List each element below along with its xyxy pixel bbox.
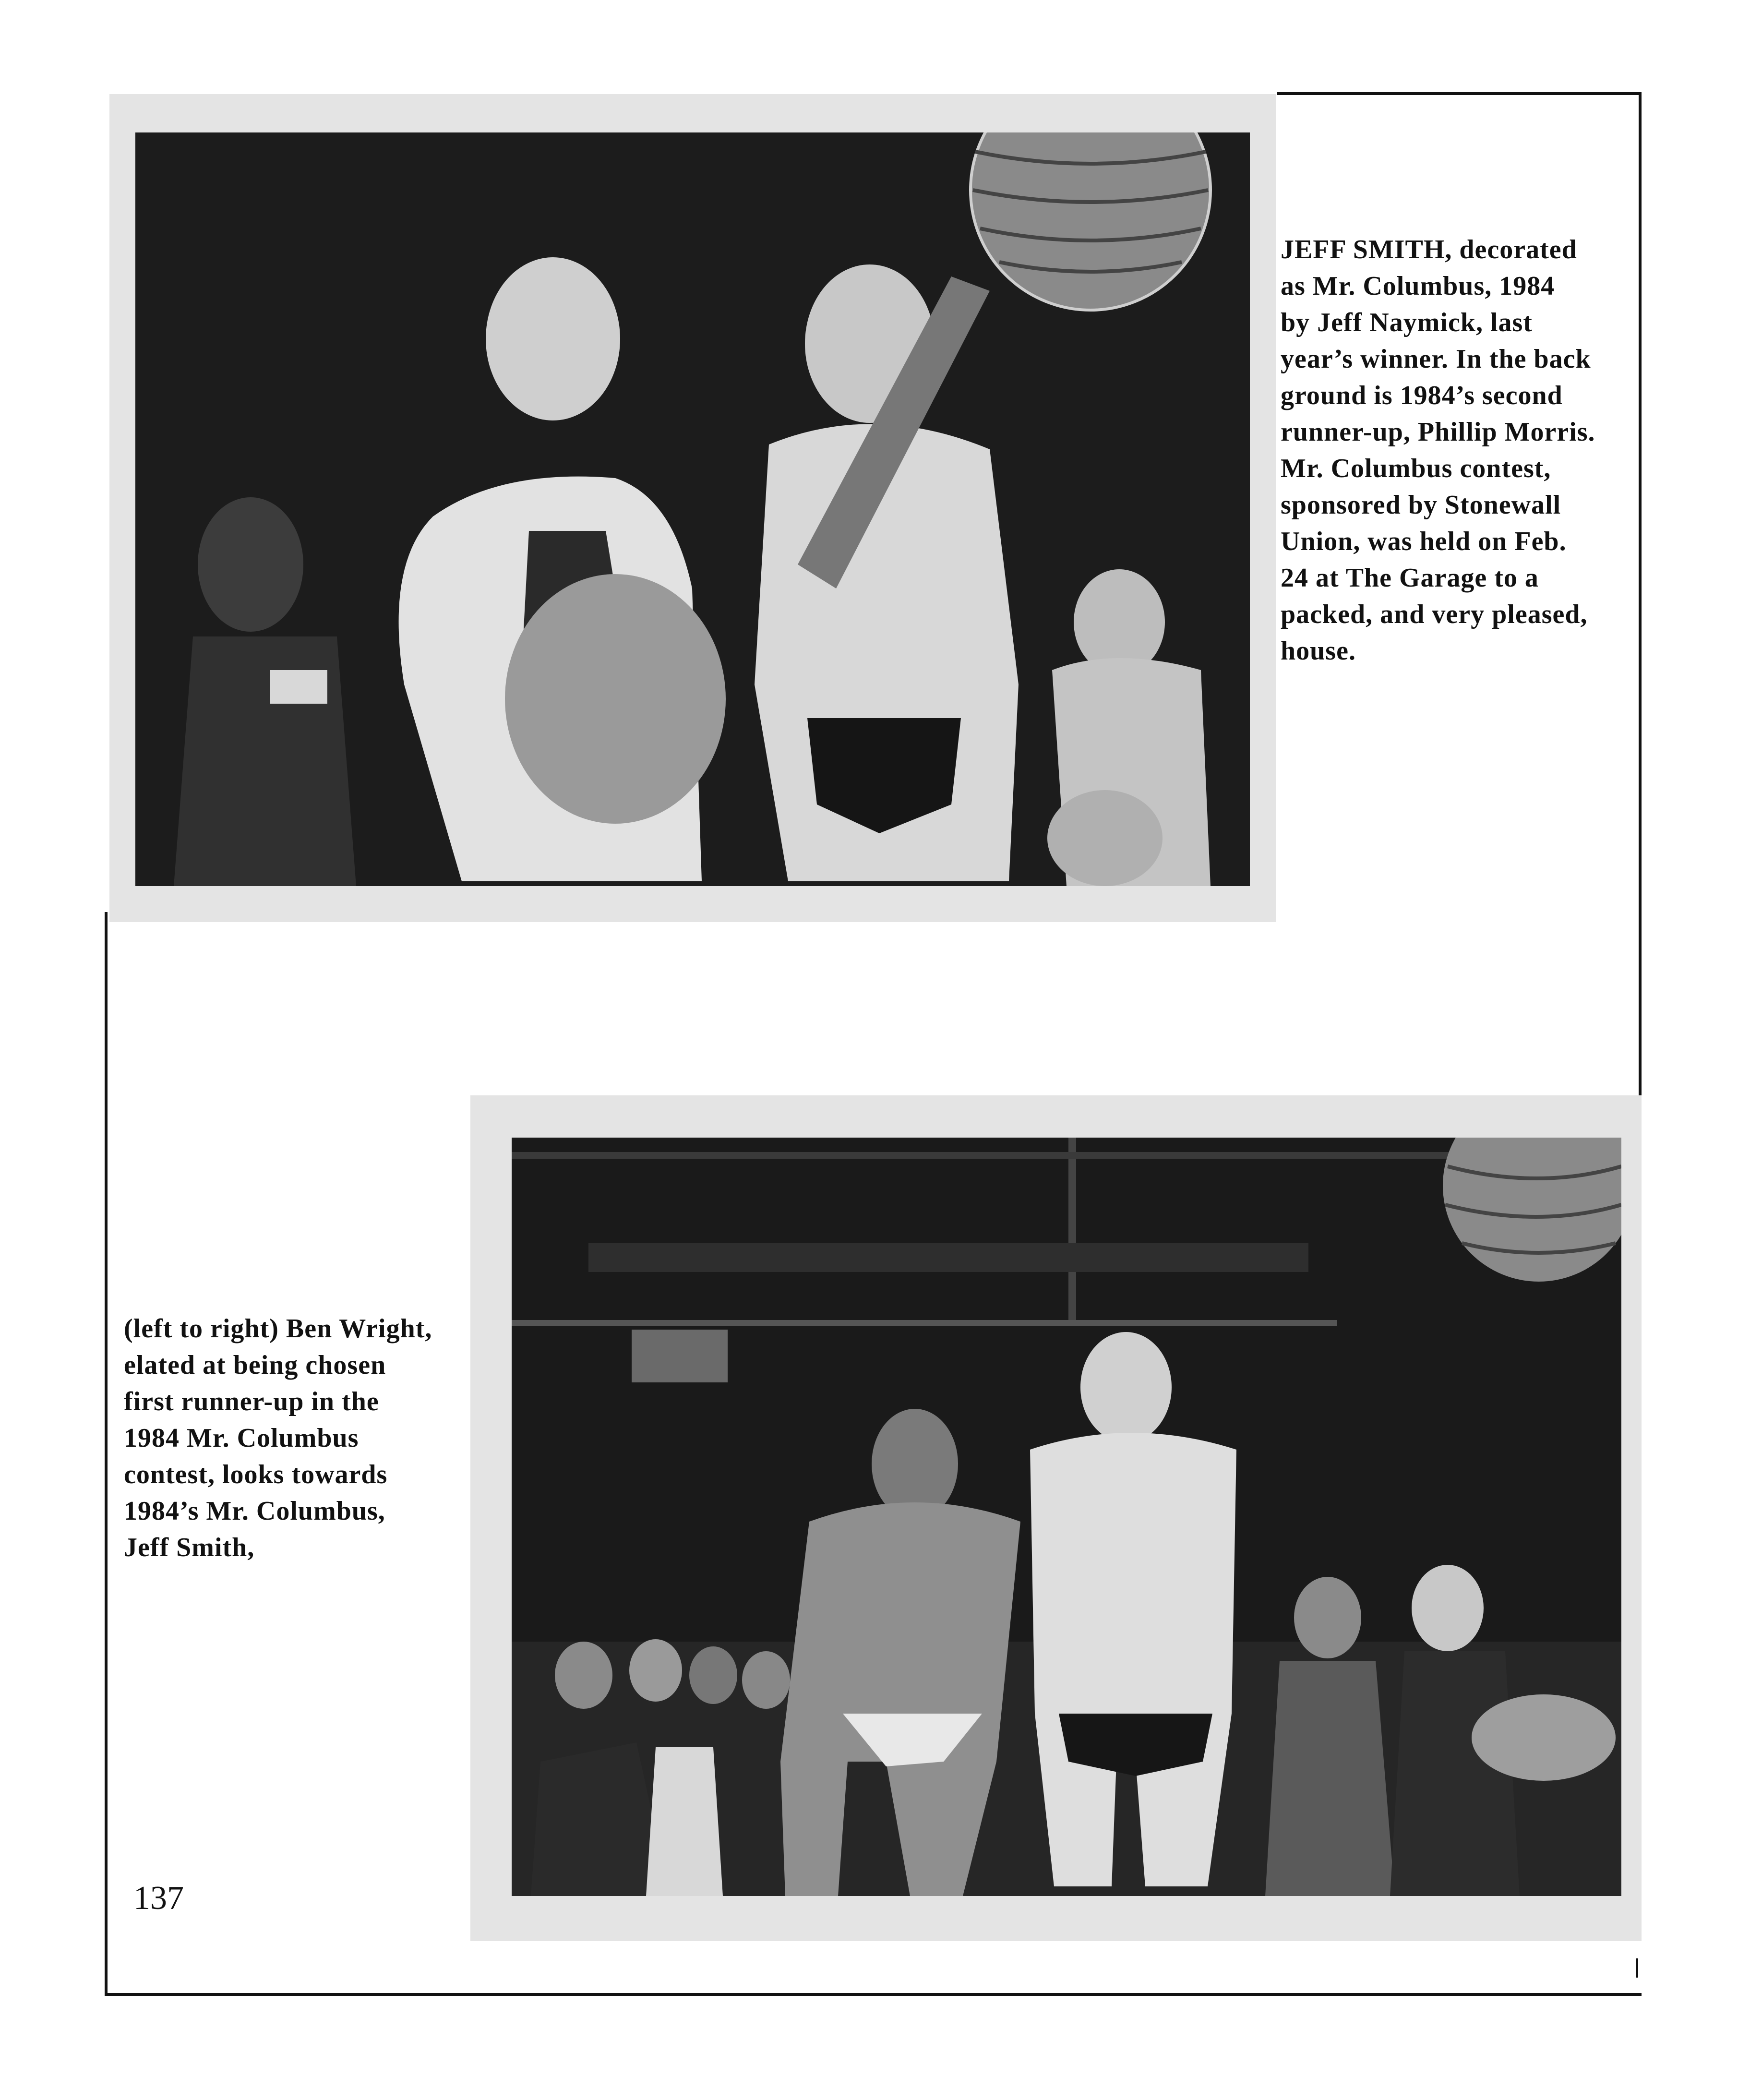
bottom-photo-caption: (left to right) Ben Wright, elated at being chosen first runner-up in the 1984 Mr. Columbus contest, looks towards 1984’s Mr. Columbus, Jeff Smith, xyxy=(124,1314,432,1562)
frame-top-line xyxy=(1277,92,1642,95)
top-photo-scene xyxy=(135,132,1250,886)
frame-right-line-upper xyxy=(1639,92,1642,1100)
page-number: 137 xyxy=(133,1880,184,1917)
bottom-photo-scene xyxy=(512,1138,1621,1896)
frame-bottom-line xyxy=(105,1993,1642,1996)
frame-left-line xyxy=(105,912,108,1996)
top-photo-crowning xyxy=(135,132,1250,886)
bottom-photo-contestants xyxy=(512,1138,1621,1896)
frame-right-tick xyxy=(1636,1958,1638,1978)
top-photo-caption: JEFF SMITH, decorated as Mr. Columbus, 1984 by Jeff Naymick, last year’s winner. In the back ground is 1984’s second runner-up, Phillip Morris. Mr. Columbus contest, sponsored by Stonewall Union, was held on Feb. 24 at The Garage to a packed, and very pleased, house. xyxy=(1281,235,1595,666)
